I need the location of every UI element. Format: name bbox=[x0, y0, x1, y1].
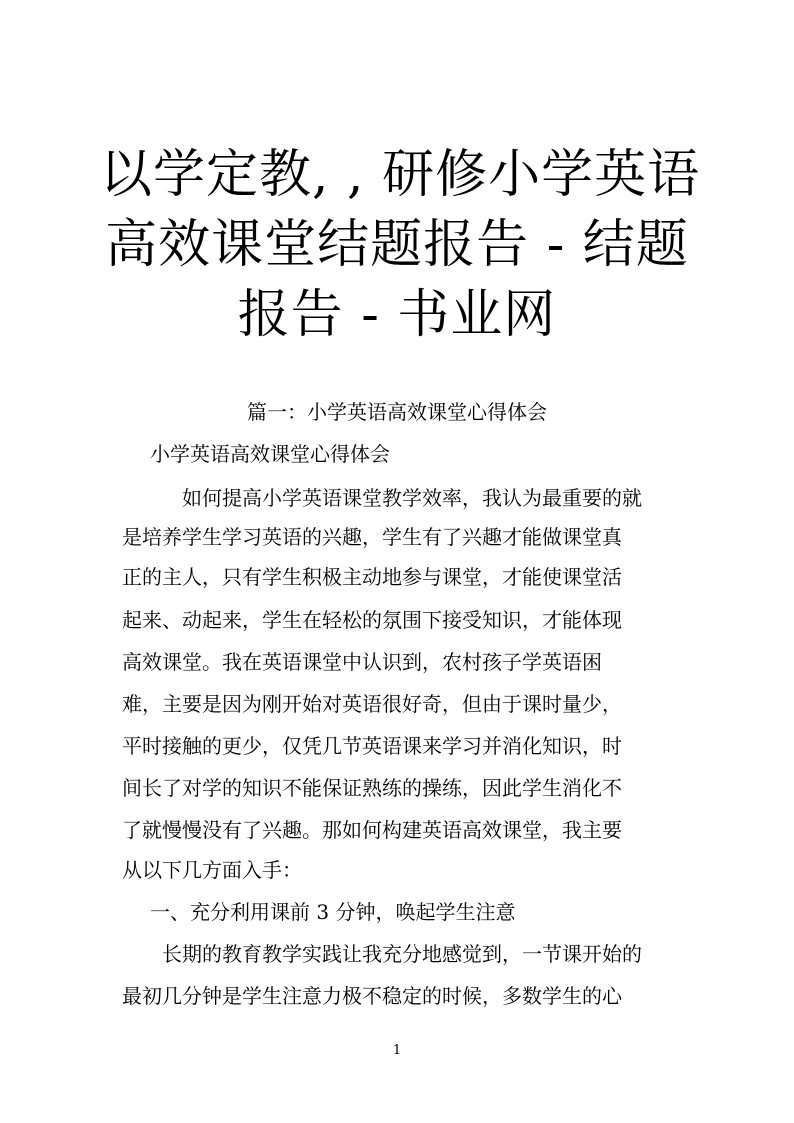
title-line: 报告 - 书业网 bbox=[237, 285, 557, 345]
section-title: 篇一：小学英语高效课堂心得体会 bbox=[247, 400, 547, 424]
paragraph-line: 高效课堂。我在英语课堂中认识到，农村孩子学英语困 bbox=[122, 650, 602, 674]
paragraph-line: 了就慢慢没有了兴趣。那如何构建英语高效课堂，我主要 bbox=[122, 818, 622, 842]
paragraph-line: 正的主人，只有学生积极主动地参与课堂，才能使课堂活 bbox=[122, 565, 622, 589]
subtitle: 小学英语高效课堂心得体会 bbox=[150, 442, 390, 466]
section-heading: 一、充分利用课前 3 分钟，唤起学生注意 bbox=[150, 900, 516, 924]
document-title bbox=[100, 140, 701, 350]
paragraph-line: 最初几分钟是学生注意力极不稳定的时候，多数学生的心 bbox=[122, 984, 622, 1008]
page-number: 1 bbox=[392, 1043, 402, 1058]
paragraph-line: 间长了对学的知识不能保证熟练的操练，因此学生消化不 bbox=[122, 776, 622, 800]
paragraph-line: 起来、动起来，学生在轻松的氛围下接受知识，才能体现 bbox=[122, 608, 622, 632]
paragraph-line: 从以下几方面入手： bbox=[122, 858, 302, 882]
paragraph-line: 是培养学生学习英语的兴趣，学生有了兴趣才能做课堂真 bbox=[122, 525, 622, 549]
paragraph-line: 如何提高小学英语课堂教学效率，我认为最重要的就 bbox=[182, 486, 642, 510]
title-line: 高效课堂结题报告 - 结题 bbox=[105, 215, 689, 275]
paragraph-line: 长期的教育教学实践让我充分地感觉到，一节课开始的 bbox=[162, 942, 642, 966]
paragraph-line: 平时接触的更少，仅凭几节英语课来学习并消化知识，时 bbox=[122, 734, 622, 758]
title-line: 以学定教, , 研修小学英语 bbox=[100, 145, 701, 205]
paragraph-line: 难，主要是因为刚开始对英语很好奇，但由于课时量少， bbox=[122, 692, 622, 716]
